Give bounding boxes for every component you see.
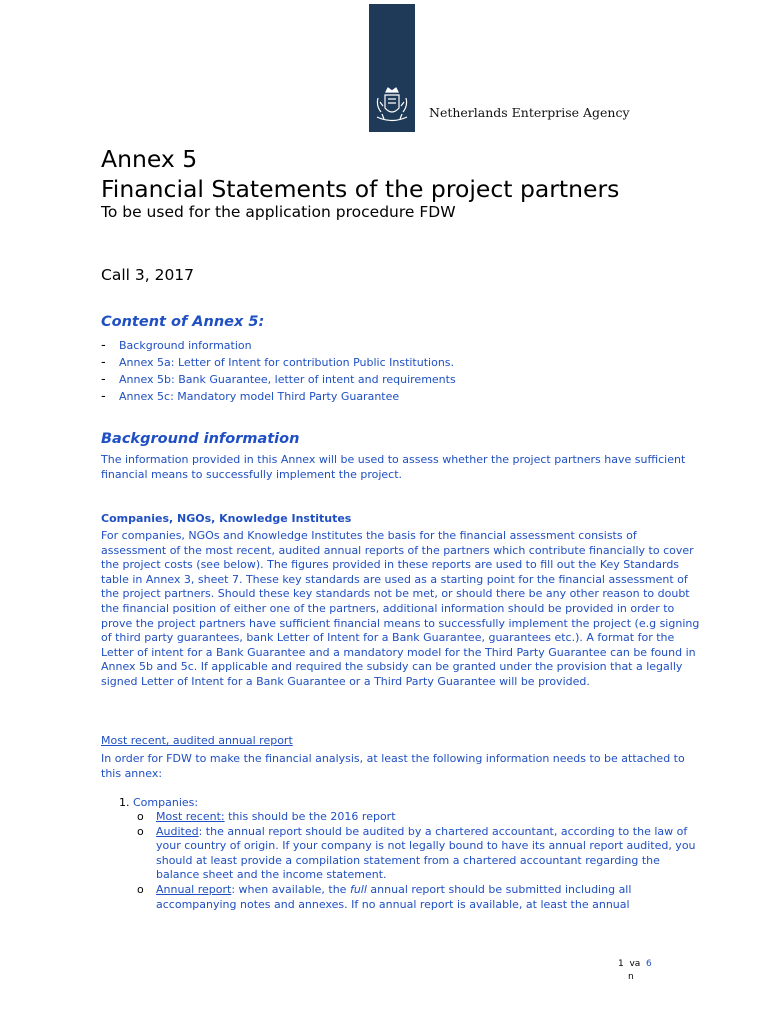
list-item-label: Annex 5a: Letter of Intent for contribution Public Institutions. (119, 356, 455, 369)
list-item (101, 371, 456, 388)
term-text: : when available, the (231, 882, 350, 896)
dash-bullet: - (101, 355, 106, 370)
term-audited: Audited (156, 824, 199, 838)
page-number (618, 958, 652, 984)
agency-name: Netherlands Enterprise Agency (429, 105, 630, 120)
term-text: annual report should be submitted including all accompanying notes and annexes. If no annual report is available, at least the annual (156, 882, 632, 911)
companies-sublist (137, 810, 697, 912)
page-current: 1 (618, 959, 624, 969)
content-list (101, 337, 456, 405)
call-label: Call 3, 2017 (101, 266, 195, 284)
document-title (101, 144, 619, 204)
dash-bullet: - (101, 338, 106, 353)
bullet-icon: o (137, 882, 144, 896)
list-item (137, 810, 697, 825)
list-item-label: Annex 5b: Bank Guarantee, letter of intent and requirements (119, 373, 456, 386)
title-line-2: Financial Statements of the project partners (101, 175, 620, 203)
term-italic: full (349, 882, 367, 896)
page-of-continued: n (628, 972, 634, 982)
logo-bar (369, 4, 415, 132)
background-heading: Background information (101, 431, 300, 447)
audited-paragraph: In order for FDW to make the financial analysis, at least the following information needs to be attached to this annex: (101, 752, 685, 780)
coat-of-arms-icon (374, 86, 410, 126)
term-most-recent: Most recent: (156, 810, 225, 823)
item-label: Companies: (133, 796, 199, 809)
list-item (101, 354, 456, 371)
companies-paragraph: For companies, NGOs and Knowledge Institutes the basis for the financial assessment consists of assessment of the most recent, audited annual reports of the partners which contribute financially to cover the project costs (see below). The figures provided in these reports are used to fill out the Key Standards table in Annex 3, sheet 7. These key standards are used as a starting point for the financial assessment of the project partners. Should these key standards not be met, or should there be any other reason to doubt the financial position of either one of the partners, additional information should be provided in order to prove the project partners have sufficient financial means to successfully implement the project (e.g signing of third party guarantees, bank Letter of Intent for a Bank Guarantee, guarantees etc.). A format for the Letter of intent for a Bank Guarantee and a mandatory model for the Third Party Guarantee can be found in Annex 5b and 5c. If applicable and required the subsidy can be granted under the provision that a legally signed Letter of Intent for a Bank Guarantee or a Third Party Guarantee will be provided. (101, 529, 700, 688)
numbered-item-companies (119, 796, 198, 809)
audited-report-link[interactable]: Most recent, audited annual report (101, 734, 293, 747)
list-item (137, 883, 697, 912)
list-item (101, 388, 456, 405)
bullet-icon: o (137, 824, 144, 838)
list-item-label: Background information (119, 339, 252, 352)
companies-heading: Companies, NGOs, Knowledge Institutes (101, 512, 352, 525)
list-item (101, 337, 456, 354)
term-annual-report: Annual report (156, 882, 232, 896)
term-text: this should be the 2016 report (224, 810, 396, 823)
content-heading: Content of Annex 5: (101, 314, 265, 330)
title-line-1: Annex 5 (101, 145, 198, 173)
term-text: : the annual report should be audited by a chartered accountant, according to the law of your country of origin. If your company is not legally bound to have its annual report audited, you should at least provide a compilation statement from a chartered accountant regarding the balance sheet and the income statement. (156, 824, 696, 882)
bullet-icon: o (137, 810, 144, 823)
dash-bullet: - (101, 389, 106, 404)
item-number: 1. (119, 796, 130, 809)
background-paragraph: The information provided in this Annex will be used to assess whether the project partners have sufficient financial means to successfully implement the project. (101, 453, 686, 481)
list-item (137, 825, 697, 883)
list-item-label: Annex 5c: Mandatory model Third Party Guarantee (119, 390, 400, 403)
dash-bullet: - (101, 372, 106, 387)
page-total: 6 (646, 959, 652, 969)
document-subtitle: To be used for the application procedure FDW (101, 203, 456, 221)
page-of: va (629, 959, 641, 969)
